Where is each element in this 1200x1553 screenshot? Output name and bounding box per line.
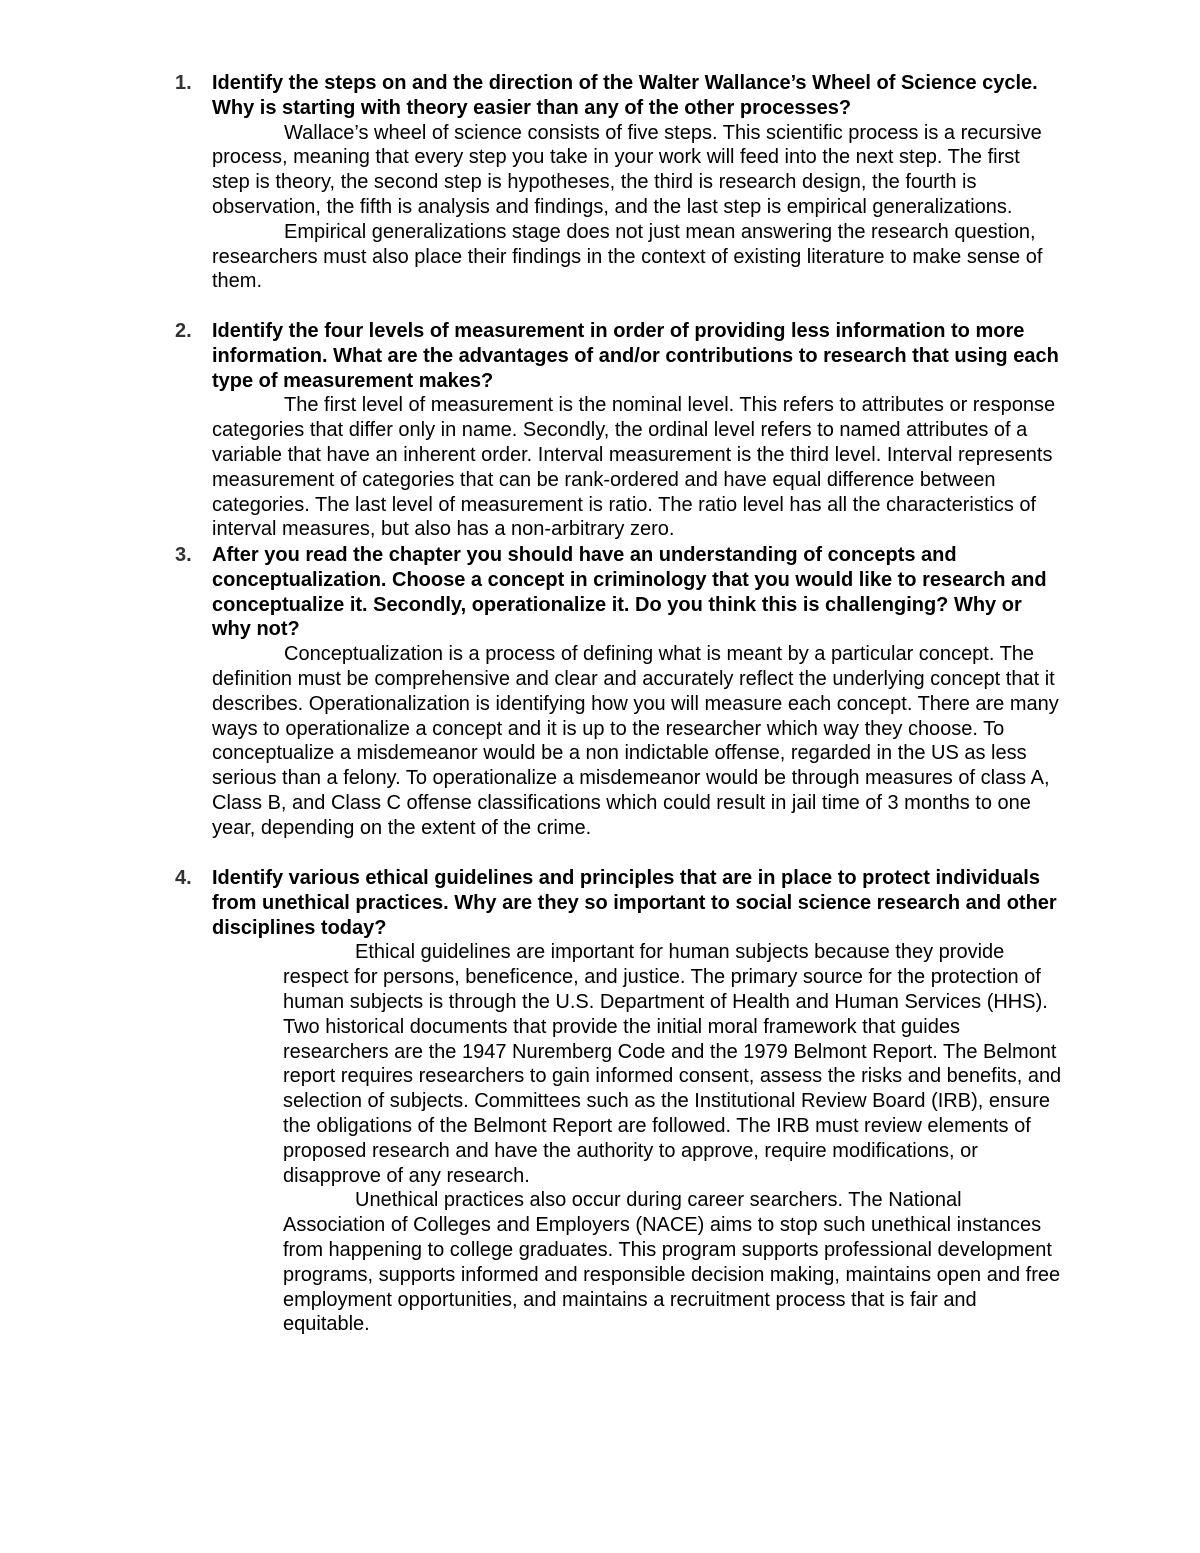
- question-1: Identify the steps on and the direction of the Walter Wallance’s Wheel of Science cycle. Why is starting with theory easier than any of the other processes?: [212, 72, 1038, 119]
- answer-paragraph: Ethical guidelines are important for human subjects because they provide respect for persons, beneficence, and justice. The primary source for the protection of human subjects is through the U.S. Department of Health and Human Services (HHS). Two historical documents that provide the initial moral framework that guides researchers are the 1947 Nuremberg Code and the 1979 Belmont Report. The Belmont report requires researchers to gain informed consent, assess the risks and benefits, and selection of subjects. Committees such as the Institutional Review Board (IRB), ensure the obligations of the Belmont Report are followed. The IRB must review elements of proposed research and have the authority to approve, require modifications, or disapprove of any research.: [283, 941, 1062, 1187]
- question-3: After you read the chapter you should have an understanding of concepts and conceptualization. Choose a concept in criminology that you would like to research and conceptualize it. Secondly, operationalize it. Do you think this is challenging? Why or why not?: [212, 544, 1047, 641]
- question-2: Identify the four levels of measurement in order of providing less information to more information. What are the advantages of and/or contributions to research that using each type of measurement makes?: [212, 320, 1059, 392]
- list-item-3: [175, 543, 1062, 841]
- answer-paragraph: The first level of measurement is the nominal level. This refers to attributes or response categories that differ only in name. Secondly, the ordinal level refers to named attributes of a variable that have an inherent order. Interval measurement is the third level. Interval represents measurement of categories that can be rank-ordered and have equal difference between categories. The last level of measurement is ratio. The ratio level has all the characteristics of interval measures, but also has a non-arbitrary zero.: [212, 394, 1056, 541]
- answer-paragraph: Conceptualization is a process of defining what is meant by a particular concept. The definition must be comprehensive and clear and accurately reflect the underlying concept that it describes. Operationalization is identifying how you will measure each concept. There are many ways to operationalize a concept and it is up to the researcher which way they choose. To conceptualize a misdemeanor would be a non indictable offense, regarded in the US as less serious than a felony. To operationalize a misdemeanor would be through measures of class A, Class B, and Class C offense classifications which could result in jail time of 3 months to one year, depending on the extent of the crime.: [212, 643, 1059, 839]
- list-item-4: [175, 866, 1062, 1337]
- answer-paragraph: Unethical practices also occur during career searchers. The National Association of Colleges and Employers (NACE) aims to stop such unethical instances from happening to college graduates. This program supports professional development programs, supports informed and responsible decision making, maintains open and free employment opportunities, and maintains a recruitment process that is fair and equitable.: [283, 1189, 1061, 1336]
- item-number: 2.: [175, 320, 192, 342]
- answer-paragraph: Empirical generalizations stage does not just mean answering the research question, researchers must also place their findings in the context of existing literature to make sense of them.: [212, 220, 1043, 293]
- item-number: 1.: [175, 72, 192, 94]
- question-4: Identify various ethical guidelines and principles that are in place to protect individuals from unethical practices. Why are they so important to social science research and other disciplines today?: [212, 867, 1057, 939]
- item-number: 4.: [175, 867, 192, 889]
- list-item-2: [175, 319, 1062, 542]
- item-number: 3.: [175, 544, 192, 566]
- list-item-1: [175, 71, 1062, 294]
- answer-paragraph: Wallace’s wheel of science consists of five steps. This scientific process is a recursive process, meaning that every step you take in your work will feed into the next step. The first step is theory, the second step is hypotheses, the third is research design, the fourth is observation, the fifth is analysis and findings, and the last step is empirical generalizations.: [212, 121, 1042, 218]
